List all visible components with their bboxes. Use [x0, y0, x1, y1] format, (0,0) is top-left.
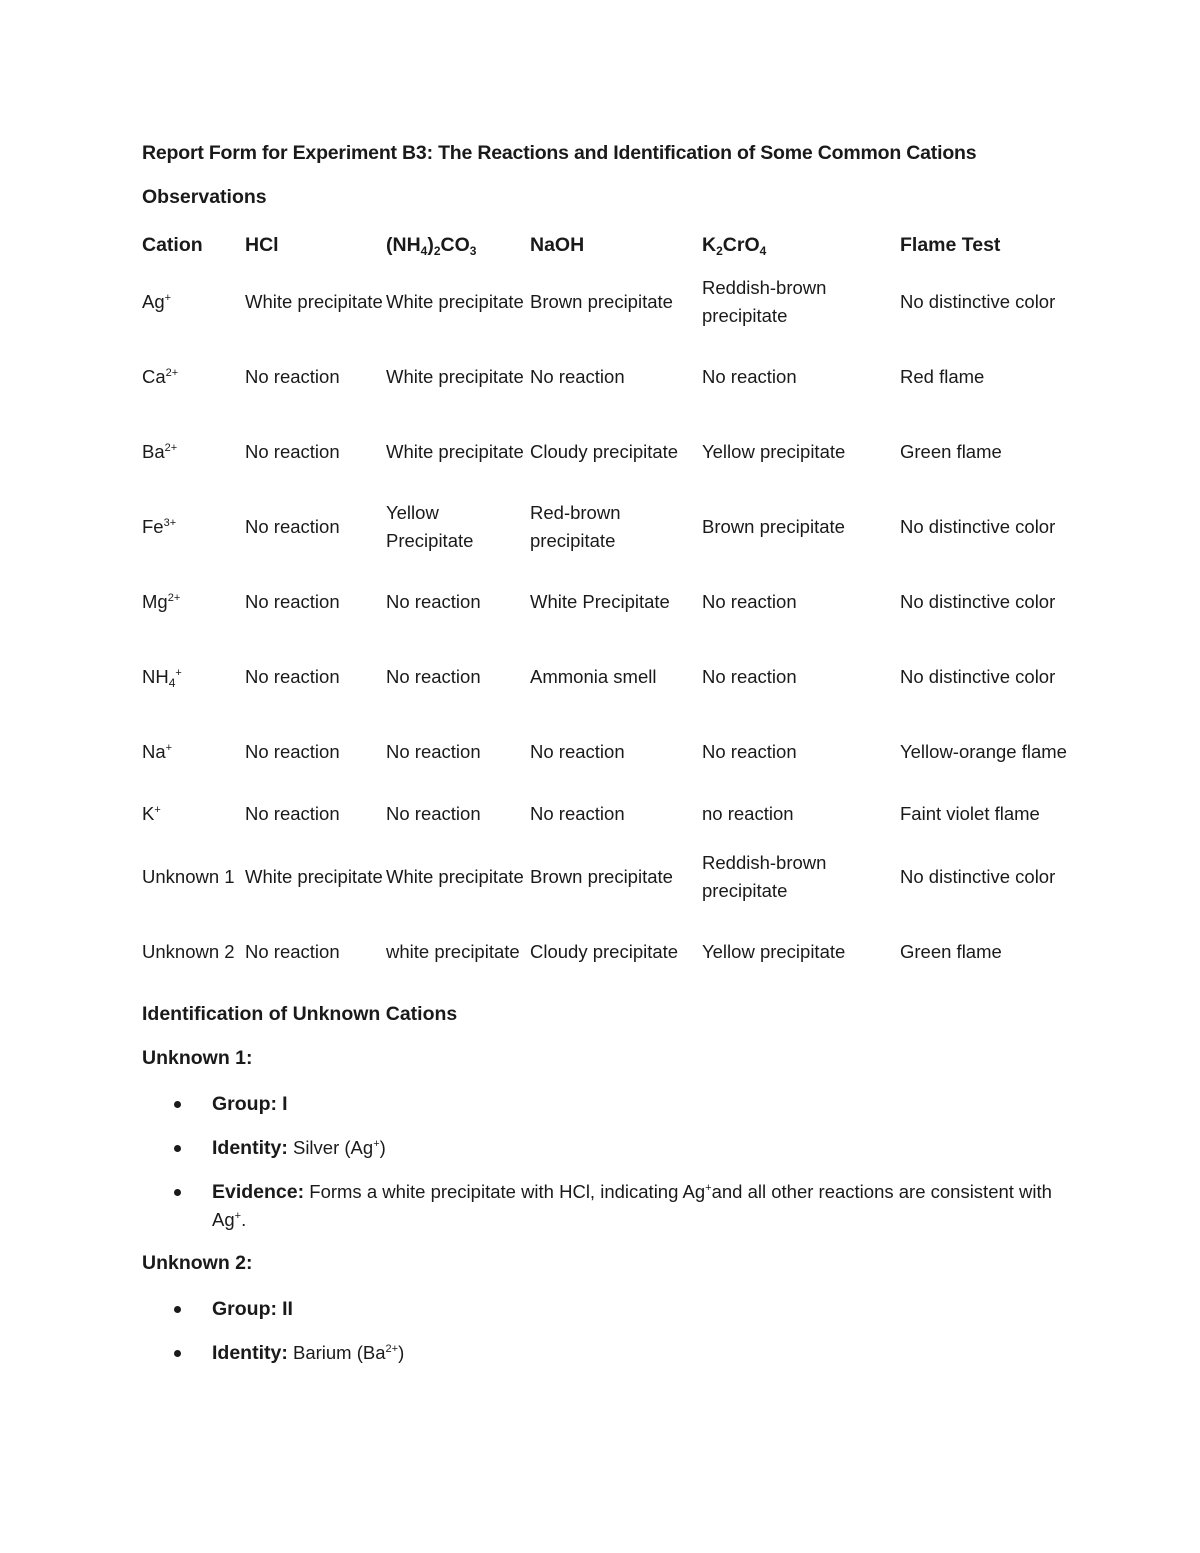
formula-part: (NH [386, 234, 421, 256]
cation-label [142, 803, 161, 824]
list-item [142, 1134, 1072, 1162]
evidence-text [212, 1181, 1052, 1230]
list-item [142, 1339, 1072, 1367]
header-potassium-chromate-text [702, 234, 766, 256]
bullet-icon [174, 1306, 181, 1313]
charge-superscript: + [234, 1210, 242, 1222]
table-header-row [142, 226, 1072, 264]
header-naoh [530, 226, 702, 264]
formula-subscript: 4 [759, 244, 767, 258]
result-text: White precipitate [245, 865, 383, 887]
cation-label [142, 866, 235, 887]
list-item [142, 1090, 1072, 1118]
result-text: White precipitate [386, 365, 524, 387]
result-cell-naoh [530, 789, 702, 839]
header-ammonium-carbonate-text [386, 234, 476, 256]
result-cell-k2cro4 [702, 264, 900, 339]
result-text: No distinctive color [900, 515, 1056, 537]
result-text: No reaction [530, 365, 625, 387]
result-text: Green flame [900, 940, 1002, 962]
result-text: No reaction [245, 440, 340, 462]
formula-subscript: 3 [469, 244, 477, 258]
charge-superscript: 2+ [165, 366, 179, 379]
formula-subscript: 4 [420, 244, 428, 258]
cation-label [142, 291, 171, 312]
result-text: No reaction [245, 803, 340, 824]
result-cell-nh4co3 [386, 264, 530, 339]
cation-cell [142, 714, 245, 789]
charge-superscript: + [164, 291, 172, 304]
result-text: White precipitate [245, 290, 383, 312]
identity-label: Identity: [212, 1342, 288, 1364]
result-cell-naoh [530, 339, 702, 414]
header-hcl-text: HCl [245, 234, 279, 256]
result-text: Yellow precipitate [702, 440, 846, 462]
table-row [142, 789, 1072, 839]
result-cell-k2cro4 [702, 339, 900, 414]
result-text: Yellow-orange flame [900, 740, 1067, 762]
table-row [142, 264, 1072, 339]
cation-symbol: Ba [142, 440, 165, 462]
header-flame-test-text: Flame Test [900, 234, 1001, 256]
result-text: Reddish-brown precipitate [702, 851, 827, 901]
result-cell-hcl [245, 914, 386, 989]
result-cell-hcl [245, 489, 386, 564]
formula-part: CO [440, 234, 470, 256]
cation-cell [142, 414, 245, 489]
result-cell-hcl [245, 839, 386, 914]
cation-label [142, 941, 235, 962]
result-text: No distinctive color [900, 590, 1056, 612]
cation-symbol: Mg [142, 590, 168, 612]
result-cell-k2cro4 [702, 839, 900, 914]
result-cell-nh4co3 [386, 789, 530, 839]
table-row [142, 489, 1072, 564]
cation-symbol: Unknown 2 [142, 940, 235, 962]
cation-symbol: Ca [142, 365, 166, 387]
result-text: Red flame [900, 365, 985, 387]
charge-superscript: + [165, 741, 173, 754]
identity-value [293, 1137, 386, 1158]
bullet-icon [174, 1101, 181, 1108]
result-cell-nh4co3 [386, 414, 530, 489]
result-text: no reaction [702, 803, 794, 824]
cation-symbol: K [142, 803, 155, 824]
result-text: Faint violet flame [900, 803, 1040, 824]
result-cell-naoh [530, 714, 702, 789]
charge-superscript: + [175, 666, 182, 679]
result-cell-naoh [530, 564, 702, 639]
list-item [142, 1178, 1072, 1234]
table-row [142, 414, 1072, 489]
identity-text: ) [379, 1137, 386, 1158]
result-cell-nh4co3 [386, 564, 530, 639]
table-row [142, 714, 1072, 789]
result-text: white precipitate [386, 940, 520, 962]
result-cell-hcl [245, 414, 386, 489]
list-item [142, 1295, 1072, 1323]
result-cell-flame [900, 339, 1072, 414]
formula-subscript: 2 [716, 244, 723, 258]
result-text: Red-brown precipitate [530, 501, 621, 551]
cation-subscript: 4 [168, 675, 176, 690]
cation-symbol: Unknown 1 [142, 865, 235, 887]
result-text: No reaction [530, 803, 625, 824]
result-cell-hcl [245, 264, 386, 339]
group-value: II [282, 1298, 293, 1320]
result-text: Brown precipitate [702, 515, 845, 537]
header-flame-test [900, 226, 1072, 264]
result-text: No reaction [245, 940, 340, 962]
cation-label [142, 591, 180, 612]
result-cell-hcl [245, 714, 386, 789]
result-cell-naoh [530, 839, 702, 914]
identification-heading: Identification of Unknown Cations [142, 1003, 458, 1025]
result-text: No reaction [386, 665, 481, 687]
result-text: No reaction [245, 665, 340, 687]
result-cell-naoh [530, 639, 702, 714]
result-text: Ammonia smell [530, 665, 657, 687]
table-row [142, 914, 1072, 989]
group-value: I [282, 1093, 288, 1115]
result-text: No reaction [245, 590, 340, 612]
result-cell-flame [900, 714, 1072, 789]
table-row [142, 639, 1072, 714]
evidence-part: Forms a white precipitate with HCl, indicating Ag [309, 1181, 706, 1202]
result-text: White precipitate [386, 865, 524, 887]
result-cell-k2cro4 [702, 564, 900, 639]
result-text: No distinctive color [900, 865, 1056, 887]
result-text: White Precipitate [530, 590, 670, 612]
report-title: Report Form for Experiment B3: The Reactions and Identification of Some Common Cations [142, 142, 977, 164]
result-cell-flame [900, 264, 1072, 339]
cation-cell [142, 264, 245, 339]
cation-cell [142, 564, 245, 639]
result-text: No reaction [702, 740, 797, 762]
result-text: White precipitate [386, 290, 524, 312]
result-text: Cloudy precipitate [530, 440, 679, 462]
result-cell-naoh [530, 489, 702, 564]
table-row [142, 839, 1072, 914]
result-cell-nh4co3 [386, 839, 530, 914]
charge-superscript: + [373, 1138, 380, 1150]
cation-cell [142, 339, 245, 414]
unknown2-list [142, 1295, 1072, 1383]
result-text: No reaction [386, 740, 481, 762]
result-cell-flame [900, 839, 1072, 914]
bullet-icon [174, 1350, 181, 1357]
identity-value [293, 1342, 404, 1363]
result-text: No reaction [702, 365, 797, 387]
result-text: No reaction [386, 803, 481, 824]
header-potassium-chromate [702, 226, 900, 264]
identity-text: Barium (Ba [292, 1342, 386, 1363]
result-cell-k2cro4 [702, 714, 900, 789]
result-text: Reddish-brown precipitate [702, 276, 827, 326]
cation-label [142, 741, 172, 762]
formula-part: CrO [722, 234, 760, 256]
cation-label [142, 366, 178, 387]
result-text: Green flame [900, 440, 1002, 462]
formula-part: ) [427, 234, 434, 256]
result-text: No reaction [245, 515, 340, 537]
group-label: Group: [212, 1093, 277, 1115]
result-cell-nh4co3 [386, 714, 530, 789]
cation-label [142, 441, 177, 462]
result-cell-flame [900, 489, 1072, 564]
result-text: Brown precipitate [530, 290, 673, 312]
result-cell-flame [900, 414, 1072, 489]
cation-cell [142, 639, 245, 714]
result-text: No distinctive color [900, 290, 1056, 312]
cation-symbol: NH [142, 665, 169, 687]
observations-table [142, 226, 1072, 989]
result-cell-flame [900, 564, 1072, 639]
result-cell-nh4co3 [386, 639, 530, 714]
result-cell-k2cro4 [702, 414, 900, 489]
result-text: No reaction [702, 590, 797, 612]
identity-text: ) [398, 1342, 405, 1363]
evidence-part: . [241, 1209, 247, 1230]
result-cell-k2cro4 [702, 914, 900, 989]
charge-superscript: + [154, 804, 161, 816]
result-text: White precipitate [386, 440, 524, 462]
formula-part: K [702, 234, 717, 256]
bullet-icon [174, 1189, 181, 1196]
table-row [142, 564, 1072, 639]
formula-subscript: 2 [433, 244, 441, 258]
charge-superscript: 3+ [163, 516, 177, 529]
unknown1-heading: Unknown 1: [142, 1047, 253, 1069]
cation-symbol: Ag [142, 290, 165, 312]
charge-superscript: 2+ [164, 441, 178, 454]
charge-superscript: 2+ [385, 1343, 399, 1355]
result-cell-naoh [530, 414, 702, 489]
result-cell-k2cro4 [702, 489, 900, 564]
result-cell-flame [900, 914, 1072, 989]
result-text: No reaction [245, 740, 340, 762]
result-cell-nh4co3 [386, 914, 530, 989]
result-cell-hcl [245, 339, 386, 414]
result-text: Yellow Precipitate [386, 501, 474, 551]
charge-superscript: 2+ [167, 591, 181, 604]
observations-table-body [142, 264, 1072, 989]
charge-superscript: + [705, 1182, 712, 1194]
cation-symbol: Fe [142, 515, 164, 537]
cation-symbol: Na [142, 740, 166, 762]
evidence-label: Evidence: [212, 1181, 305, 1203]
result-cell-hcl [245, 789, 386, 839]
group-label: Group: [212, 1298, 277, 1320]
cation-cell [142, 914, 245, 989]
result-text: No distinctive color [900, 665, 1056, 687]
result-cell-nh4co3 [386, 489, 530, 564]
cation-cell [142, 839, 245, 914]
header-hcl [245, 226, 386, 264]
result-text: No reaction [530, 740, 625, 762]
table-row [142, 339, 1072, 414]
header-naoh-text: NaOH [530, 234, 585, 256]
header-cation [142, 226, 245, 264]
result-cell-naoh [530, 914, 702, 989]
result-cell-flame [900, 789, 1072, 839]
result-text: Cloudy precipitate [530, 940, 679, 962]
identity-label: Identity: [212, 1137, 288, 1159]
evidence-part: and all other reactions are consistent with Ag [212, 1181, 1052, 1230]
result-text: No reaction [245, 365, 340, 387]
result-cell-k2cro4 [702, 639, 900, 714]
unknown2-heading: Unknown 2: [142, 1252, 253, 1274]
cation-cell [142, 789, 245, 839]
cation-label [142, 665, 182, 690]
result-cell-flame [900, 639, 1072, 714]
result-cell-nh4co3 [386, 339, 530, 414]
cation-label [142, 516, 176, 537]
result-cell-hcl [245, 639, 386, 714]
result-cell-naoh [530, 264, 702, 339]
result-text: No reaction [702, 665, 797, 687]
result-text: Brown precipitate [530, 865, 673, 887]
result-cell-hcl [245, 564, 386, 639]
observations-heading: Observations [142, 186, 267, 208]
unknown1-list [142, 1090, 1072, 1250]
header-cation-text: Cation [142, 234, 203, 256]
identity-text: Silver (Ag [292, 1137, 374, 1158]
cation-cell [142, 489, 245, 564]
result-text: No reaction [386, 590, 481, 612]
header-ammonium-carbonate [386, 226, 530, 264]
result-cell-k2cro4 [702, 789, 900, 839]
bullet-icon [174, 1145, 181, 1152]
result-text: Yellow precipitate [702, 940, 846, 962]
